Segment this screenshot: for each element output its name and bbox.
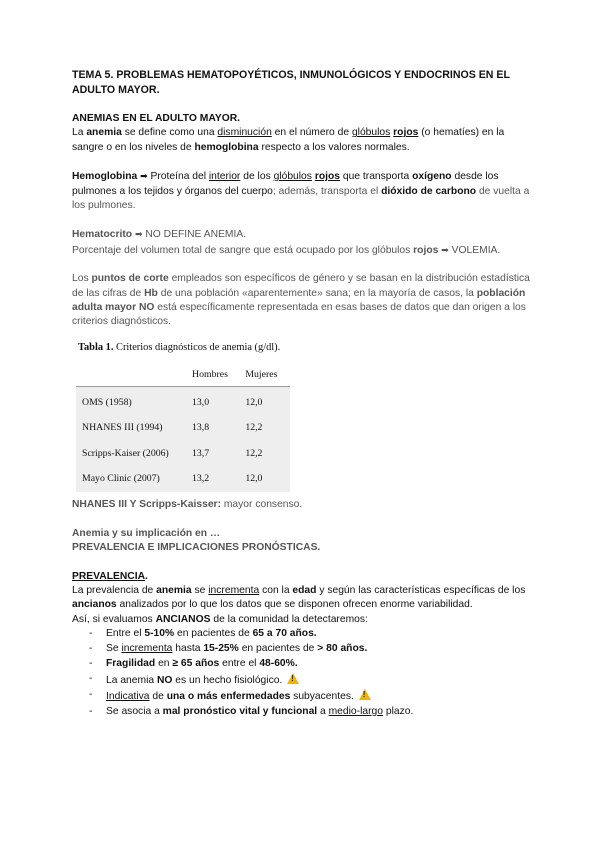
list-item: - Se incrementa hasta 15-25% en pacientes de > 80 años. (89, 642, 532, 657)
table-cell: OMS (1958) (76, 386, 188, 416)
table-cell: Scripps-Kaiser (2006) (76, 442, 188, 467)
ancianos-intro: Así, si evaluamos ANCIANOS de la comunidad la detectaremos: (72, 613, 368, 625)
right-arrow-icon: ➡ (134, 229, 143, 240)
table-row (76, 467, 290, 492)
right-arrow-icon: ➡ (441, 244, 449, 255)
prevalencia-implicaciones-heading: PREVALENCIA E IMPLICACIONES PRONÓSTICAS. (72, 542, 321, 554)
table-header-row (76, 363, 290, 386)
list-item: - Fragilidad en ≥ 65 años entre el 48-60%. (89, 657, 532, 672)
table-caption: Tabla 1. Criterios diagnósticos de anemia (g/dl). (78, 341, 281, 353)
list-item: - Se asocia a mal pronóstico vital y funcional a medio-largo plazo. (89, 705, 532, 720)
section-heading-prevalencia: PREVALENCIA. (72, 570, 148, 582)
table-header-cell (76, 363, 188, 386)
hematocrito-label: Hematocrito ➡ NO DEFINE ANEMIA. (72, 229, 247, 241)
table-cell: 13,8 (188, 416, 241, 441)
table-row (76, 416, 290, 441)
prevalencia-list (89, 627, 532, 720)
table-cell: 12,0 (241, 467, 290, 492)
consenso-line: NHANES III Y Scripps-Kaisser: mayor consenso. (72, 499, 303, 511)
list-item: - Entre el 5-10% en pacientes de 65 a 70 años. (89, 627, 532, 642)
anemia-definition: La anemia se define como una disminución en el número de glóbulos rojos (o hematíes) en la sangre o en los niveles de hemoglobina respecto a los valores normales. (72, 127, 505, 153)
prevalencia-paragraph: La prevalencia de anemia se incrementa con la edad y según las características específicas de los ancianos analizados por lo que los datos que se disponen ofrecen enorme variabilidad. (72, 584, 526, 611)
warning-icon (359, 689, 371, 700)
list-item: - Indicativa de una o más enfermedades subyacentes. ! (89, 688, 532, 705)
table-cell: 12,2 (241, 416, 290, 441)
right-arrow-icon: ➡ (140, 171, 148, 182)
hemoglobina-definition: Hemoglobina ➡ Proteína del interior de los glóbulos rojos que transporta oxígeno desde los pulmones a los tejidos y órganos del cuerpo; además, transporta el dióxido de carbono de vuelta a los pulmones. (72, 171, 530, 212)
table-row (76, 442, 290, 467)
document-title-text: TEMA 5. PROBLEMAS HEMATOPOYÉTICOS, INMUNOLÓGICOS Y ENDOCRINOS EN EL ADULTO MAYOR (72, 69, 510, 96)
table-header-cell: Hombres (188, 363, 241, 386)
table-header-cell: Mujeres (241, 363, 290, 386)
warning-icon (287, 673, 299, 684)
list-item: - La anemia NO es un hecho fisiológico. ! (89, 672, 532, 689)
section-heading-anemias: ANEMIAS EN EL ADULTO MAYOR. (72, 113, 241, 124)
criteria-table-figure (76, 341, 290, 492)
table-cell: 13,2 (188, 467, 241, 492)
document-title: TEMA 5. PROBLEMAS HEMATOPOYÉTICOS, INMUNOLÓGICOS Y ENDOCRINOS EN EL ADULTO MAYOR. (72, 69, 510, 96)
table-cell: NHANES III (1994) (76, 416, 188, 441)
table-cell: 13,7 (188, 442, 241, 467)
table-row (76, 386, 290, 416)
table-cell: 13,0 (188, 386, 241, 416)
puntos-de-corte-paragraph: Los puntos de corte empleados son específicos de género y se basan en la distribución estadística de las cifras de Hb de una población «aparentemente» sana; en la mayoría de casos, la población adulta mayor NO está específicamente representada en esas bases de datos que dan origen a los criterios diagnósticos. (72, 273, 530, 328)
criteria-table (76, 363, 290, 492)
table-cell: 12,0 (241, 386, 290, 416)
hematocrito-definition: Porcentaje del volumen total de sangre que está ocupado por los glóbulos rojos ➡ VOLEMIA. (72, 244, 501, 256)
document-page (72, 68, 532, 720)
implicacion-line: Anemia y su implicación en … (72, 527, 221, 539)
table-cell: 12,2 (241, 442, 290, 467)
table-cell: Mayo Clinic (2007) (76, 467, 188, 492)
